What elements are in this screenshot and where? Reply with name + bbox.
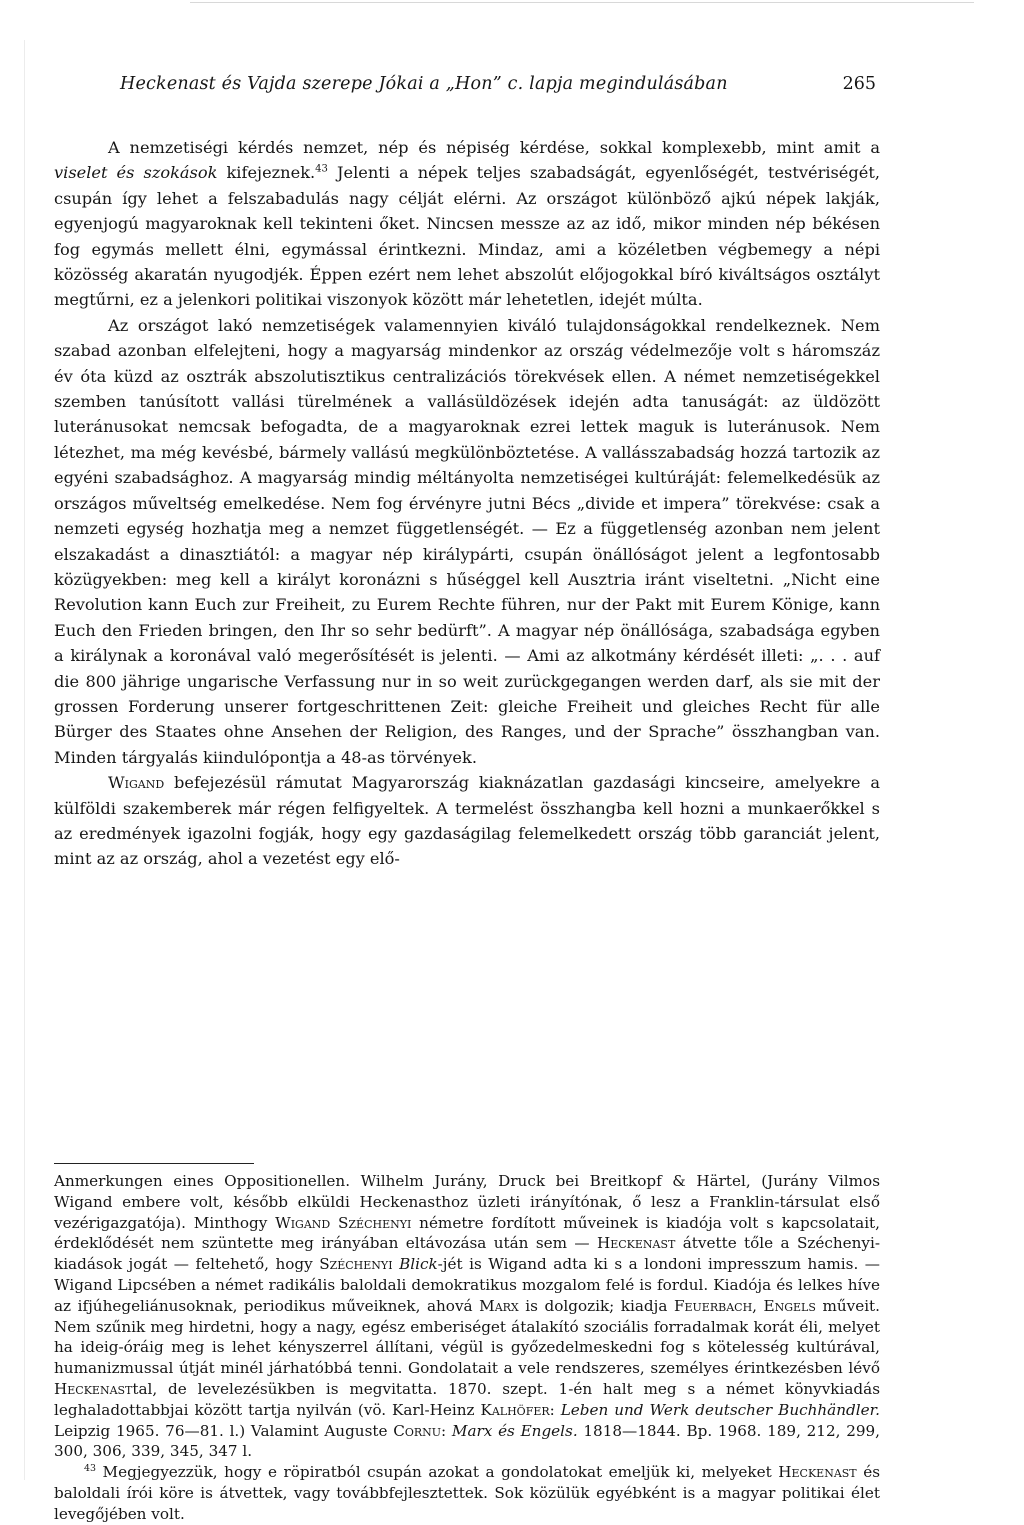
footnotes [54, 1171, 880, 1525]
left-scan-edge [24, 40, 25, 1480]
paragraph-1 [54, 135, 880, 313]
italic-run: Leben und Werk deutscher Buchhändler. [560, 1400, 880, 1419]
footnote-42-continuation [54, 1171, 880, 1462]
name-run: Heckenast [54, 1379, 133, 1398]
running-title: Heckenast és Vajda szerepe Jókai a „Hon” c. lapja megindulásában [120, 74, 728, 94]
name-run: Heckenast [596, 1234, 676, 1253]
text-run: : [549, 1400, 561, 1419]
name-run: Heckenast [778, 1463, 857, 1482]
name-run: Engels [763, 1296, 816, 1315]
name-run: Wigand Széchenyi [275, 1213, 412, 1232]
paragraph-3 [54, 770, 880, 872]
footnote-ref-43: 43 [315, 164, 328, 176]
text-run: Jelenti a népek teljes szabadságát, egyenlőségét, testvériségét, csupán így lehet a felszabadulás nagy célját elérni. Az országot különböző ajkú népek lakják, egyenjogú magyaroknak kell tekinteni őket. Nincsen messze az az idő, mikor minden nép békésen fog egymás mellett élni, egymással érintkezni. Mindaz, ami a közéletben végbemegy a népi közösség akaratán nyugodjék. Éppen ezért nem lehet abszolút előjogokkal bíró kiváltságos osztályt megtűrni, ez a jelenkori politikai viszonyok között már lehetetlen, idejét múlta. [54, 163, 880, 310]
author-name: Wigand [108, 773, 165, 793]
text-run: Megjegyezzük, hogy e röpiratból csupán azokat a gondolatokat emeljük ki, melyeket [95, 1463, 779, 1482]
name-run: Cornu [393, 1421, 442, 1440]
text-run: átvette tőle a Széchenyi-kiadások jogát — feltehető, hogy [54, 1234, 880, 1274]
name-run: Marx [479, 1296, 519, 1315]
text-run: tal, de levelezésükben is megvitatta. 1870. szept. 1-én halt meg s a német könyvkiadás leghaladottabbjai között tartja nyilván (vö. Karl-Heinz [54, 1379, 880, 1419]
text-run: is dolgozik; kiadja [518, 1296, 674, 1315]
italic-run: viselet és szokások [54, 163, 218, 183]
text-run: Leipzig 1965. 76—81. l.) Valamint Auguste [54, 1421, 394, 1440]
footnote-43 [54, 1462, 880, 1524]
text-run: kifejeznek. [217, 163, 316, 183]
paragraph-2: Az országot lakó nemzetiségek valamennyien kiváló tulajdonságokkal rendelkeznek. Nem szabad azonban elfelejteni, hogy a magyarság mindenkor az ország védelmezője volt s háromszáz év óta küzd az osztrák abszolutisztikus centralizációs törekvések ellen. A német nemzetiségekkel szemben tanúsított vallási türelmének a vallásüldözések idején adta tanuságát: az üldözött luteránusokat nemcsak befogadta, de a magyaroknak ezrei lettek maguk is luteránusok. Nem létezhet, ma még kevésbé, bármely vallású megkülönböztetése. A vallásszabadság hozzá tartozik az egyéni szabadsághoz. A magyarság mindig méltányolta nemzetiségei kultúráját: felemelkedésük az országos műveltség emelkedése. Nem fog érvényre jutni Bécs „divide et impera” törekvése: csak a nemzeti egység hozhatja meg a nemzet függetlenségét. — Ez a függetlenség azonban nem jelent elszakadást a dinasztiától: a magyar nép királypárti, csupán önállóságot jelent a legfontosabb közügyekben: meg kell a királyt koronázni s hűséggel kell Ausztria iránt viseltetni. „Nicht eine Revolution kann Euch zur Freiheit, zu Eurem Rechte führen, nur der Pakt mit Eurem Könige, kann Euch den Frieden bringen, den Ihr so sehr bedürft”. A magyar nép önállósága, szabadsága egyben a királynak a koronával való megerősítését is jelenti. — Ami az alkotmány kérdését illeti: „. . . auf die 800 jährige ungarische Verfassung nur in so weit zurückgegangen werden darf, als sie mit der grossen Forderung unserer fortgeschrittenen Zeit: gleiche Freiheit und gleiches Recht für alle Bürger des Staates ohne Ansehen der Religion, des Ranges, und der Sprache” összhangban van. Minden tárgyalás kiindulópontja a 48-as törvények. [54, 315, 880, 767]
running-head [120, 74, 880, 100]
text-run: 1818—1844. Bp. 1968. 189, 212, 299, 300, 306, 339, 345, 347 l. [54, 1421, 881, 1461]
name-run: Kalhöfer [480, 1400, 550, 1419]
text-run: -jét is Wigand adta ki s a londoni impresszum hamis. — Wigand Lipcsében a német radikális baloldali demokratikus mozgalom felé is fordul. Kiadója és lelkes híve az ifjúhegeliánusoknak, periodikus műveiknek, ahová [54, 1255, 880, 1315]
name-run: Feuerbach [673, 1296, 753, 1315]
text-run: és baloldali írói köre is átvettek, vagy továbbfejlesztettek. Sok közülük egyébként is a magyar politikai élet levegőjében volt. [54, 1463, 880, 1523]
italic-run: Marx és Engels. [451, 1421, 578, 1440]
footnote-separator [54, 1163, 254, 1164]
footnote-number: 43 [84, 1463, 96, 1475]
italic-run: Blick [399, 1255, 438, 1274]
text-run: németre fordított műveinek is kiadója volt s kapcsolatait, érdeklődését nem szüntette meg irányában eltávozása után sem — [54, 1213, 880, 1253]
text-run: , [752, 1296, 764, 1315]
name-run: Széchenyi [319, 1255, 393, 1274]
main-text [54, 135, 880, 872]
text-run: Anmerkungen eines Oppositionellen. Wilhelm Jurány, Druck bei Breitkopf & Härtel, (Jurány Vilmos Wigand embere volt, később elküldi Heckenasthoz üzleti irányítónak, ő lesz a Franklin-társulat első vezérigazgatója). Minthogy [54, 1172, 880, 1232]
top-scan-rule [190, 2, 974, 3]
page-number: 265 [842, 74, 876, 94]
text-run: műveit. Nem szűnik meg hirdetni, hogy a nagy, egész emberiséget átalakító szociális forradalmak korát éli, melyet ha ideig-óráig meg is lehet kényszerrel állítani, végül is győzedelmeskedni fog s kötelesség kultúrával, humanizmussal útját minél járhatóbbá tenni. Gondolatait a vele rendszeres, személyes érintkezésben lévő [54, 1296, 880, 1378]
text-run: : [441, 1421, 452, 1440]
text-run: befejezésül rámutat Magyarország kiaknázatlan gazdasági kincseire, amelyekre a külföldi szakemberek már régen felfigyeltek. A termelést összhangba kell hozni a munkaerőkkel s az eredmények igazolni fogják, hogy egy gazdaságilag felemelkedett ország több garanciát jelent, mint az az ország, ahol a vezetést egy elő- [54, 773, 880, 869]
text-run: A nemzetiségi kérdés nemzet, nép és népiség kérdése, sokkal komplexebb, mint amit a [108, 138, 880, 157]
